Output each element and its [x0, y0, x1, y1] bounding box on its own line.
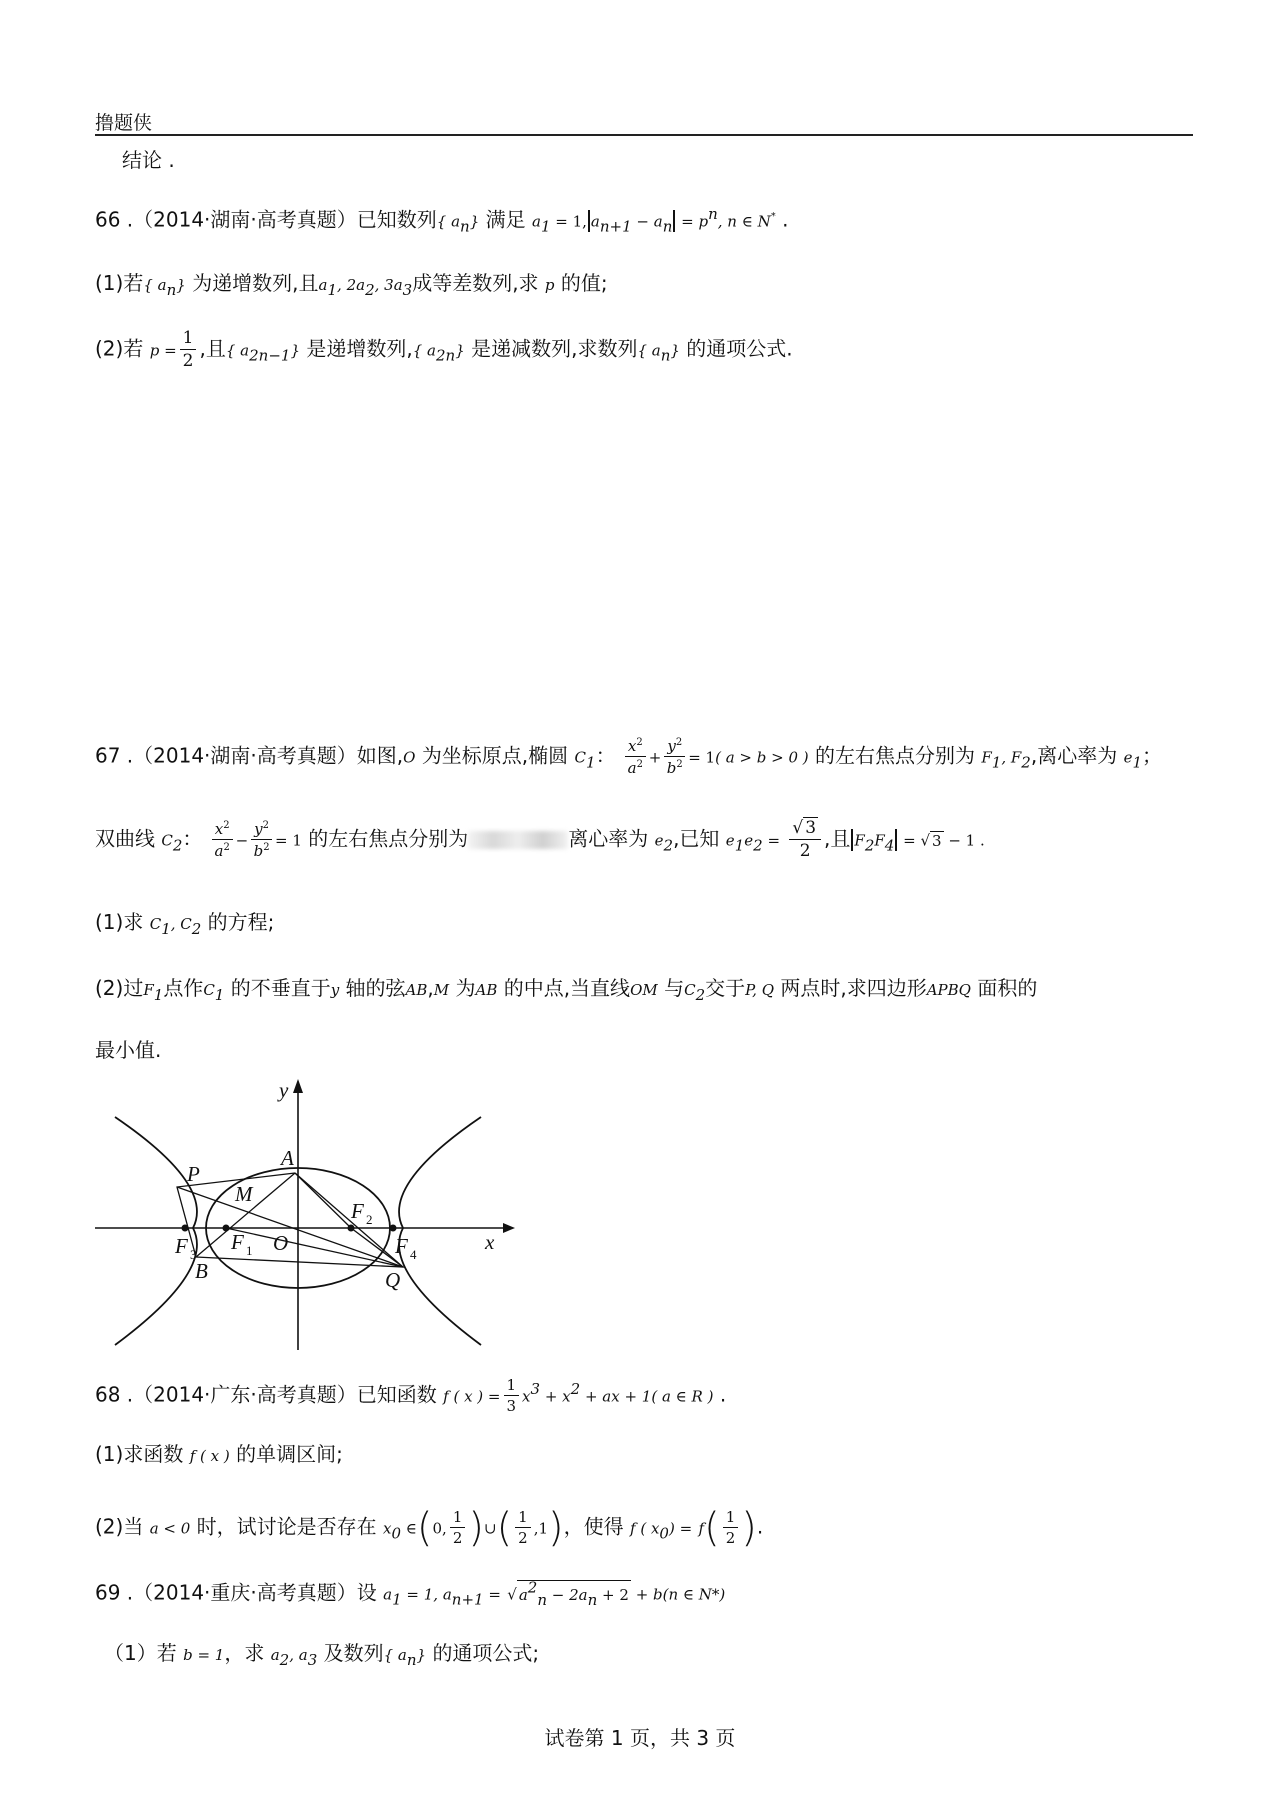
q69-stem: 69 .（2014·重庆·高考真题）设 $a_1 = 1$, $a_{n+1}$ = √ $a^2_n - 2a_n + 2 + b(n$ ∈ N*) — [95, 1578, 726, 1609]
conic-figure — [95, 1075, 515, 1355]
label-q: Q — [385, 1268, 401, 1292]
q69-part1: （1）若 b = 1，求 $a_2$, $a_3$ 及数列{ $a_n$} 的通项公式; — [104, 1641, 540, 1669]
label-f1-sub: 1 — [246, 1243, 253, 1258]
header-title: 撸题侠 — [95, 112, 153, 134]
q67-part2: (2)过$F_1$点作$C_1$ 的不垂直于y 轴的弦AB,M 为AB 的中点,当直线OM 与$C_2$交于P, Q 两点时,求四边形APBQ 面积的 — [95, 976, 1038, 1004]
label-f3: F — [175, 1234, 188, 1258]
redacted-region — [468, 831, 568, 849]
label-f2-sub: 2 — [366, 1212, 373, 1227]
label-a: A — [281, 1146, 294, 1170]
hyperbola-right-branch — [399, 1117, 481, 1345]
segment-af2 — [295, 1173, 351, 1228]
label-f4: F — [395, 1234, 408, 1258]
q68-part1: (1)求函数 f ( x ) 的单调区间; — [95, 1442, 343, 1466]
q67-stem-line1: 67 .（2014·湖南·高考真题）如图,O 为坐标原点,椭圆 $C_1$： $\frac{x^2}{a^2}$ + $\frac{y^2}{b^2}$ = 1( a > b > 0 ) 的左右焦点分别为 $F_1$, $F_2$,离心率为 $e_1$； — [95, 737, 1162, 777]
label-y: y — [279, 1078, 289, 1102]
focus-f2 — [348, 1225, 355, 1232]
label-x: x — [485, 1230, 495, 1254]
line-pq — [177, 1187, 403, 1267]
x-axis-arrow-icon — [503, 1223, 515, 1233]
conic-diagram — [95, 1075, 515, 1355]
y-axis-arrow-icon — [293, 1079, 303, 1093]
q67-part1: (1)求 $C_1$, $C_2$ 的方程; — [95, 910, 275, 938]
q67-part2-cont: 最小值. — [95, 1038, 162, 1062]
label-p: P — [187, 1162, 200, 1186]
focus-f1 — [223, 1225, 230, 1232]
label-f3-sub: 3 — [190, 1247, 197, 1262]
page-footer: 试卷第 1 页，共 3 页 — [544, 1726, 736, 1750]
focus-f3 — [182, 1225, 189, 1232]
label-o: O — [273, 1231, 289, 1255]
label-f1: F — [231, 1230, 244, 1254]
header-divider — [95, 134, 1193, 136]
label-m: M — [235, 1182, 253, 1206]
q68-part2: (2)当 a < 0 时，试讨论是否存在 $x_0$ ∈(0, $\frac{1}{2}$ )∪( $\frac{1}{2}$ ,1)，使得 f ( $x_0) = f$( $\frac{1}{2}$ ). — [95, 1505, 764, 1551]
label-b: B — [195, 1259, 208, 1283]
q66-part2: (2)若 p = $\frac{1}{2}$ ,且{ $a_{2n-1}$} 是递增数列,{ $a_{2n}$} 是递减数列,求数列{ $a_n$} 的通项公式. — [95, 328, 793, 371]
q67-stem-line2: 双曲线 $C_2$： $\frac{x^2}{a^2}$ − $\frac{y^2}{b^2}$ = 1 的左右焦点分别为 离心率为 $e_2$,已知 $e_1e_2$ = $\frac{√ 3}{2}$ ,且 $F_2F_4$ = √ 3 − 1 . — [95, 818, 985, 861]
q66-part1: (1)若{ $a_n$} 为递增数列,且$a_1$, $2a_2$, $3a_3$成等差数列,求 p 的值; — [95, 271, 608, 299]
intro-text: 结论 . — [122, 148, 175, 172]
q68-stem: 68 .（2014·广东·高考真题）已知函数 f ( x ) = $\frac{1}{3}$ $x^3 + x^2$ + ax + 1( a ∈ R ) . — [95, 1376, 727, 1415]
label-f2: F — [351, 1199, 364, 1223]
q66-stem: 66 .（2014·湖南·高考真题）已知数列{ $a_n$} 满足 $a_1 = 1$, $a_{n+1} - a_n = p^n$, n ∈ N* . — [95, 205, 789, 236]
focus-f4 — [390, 1225, 397, 1232]
label-f4-sub: 4 — [410, 1247, 417, 1262]
